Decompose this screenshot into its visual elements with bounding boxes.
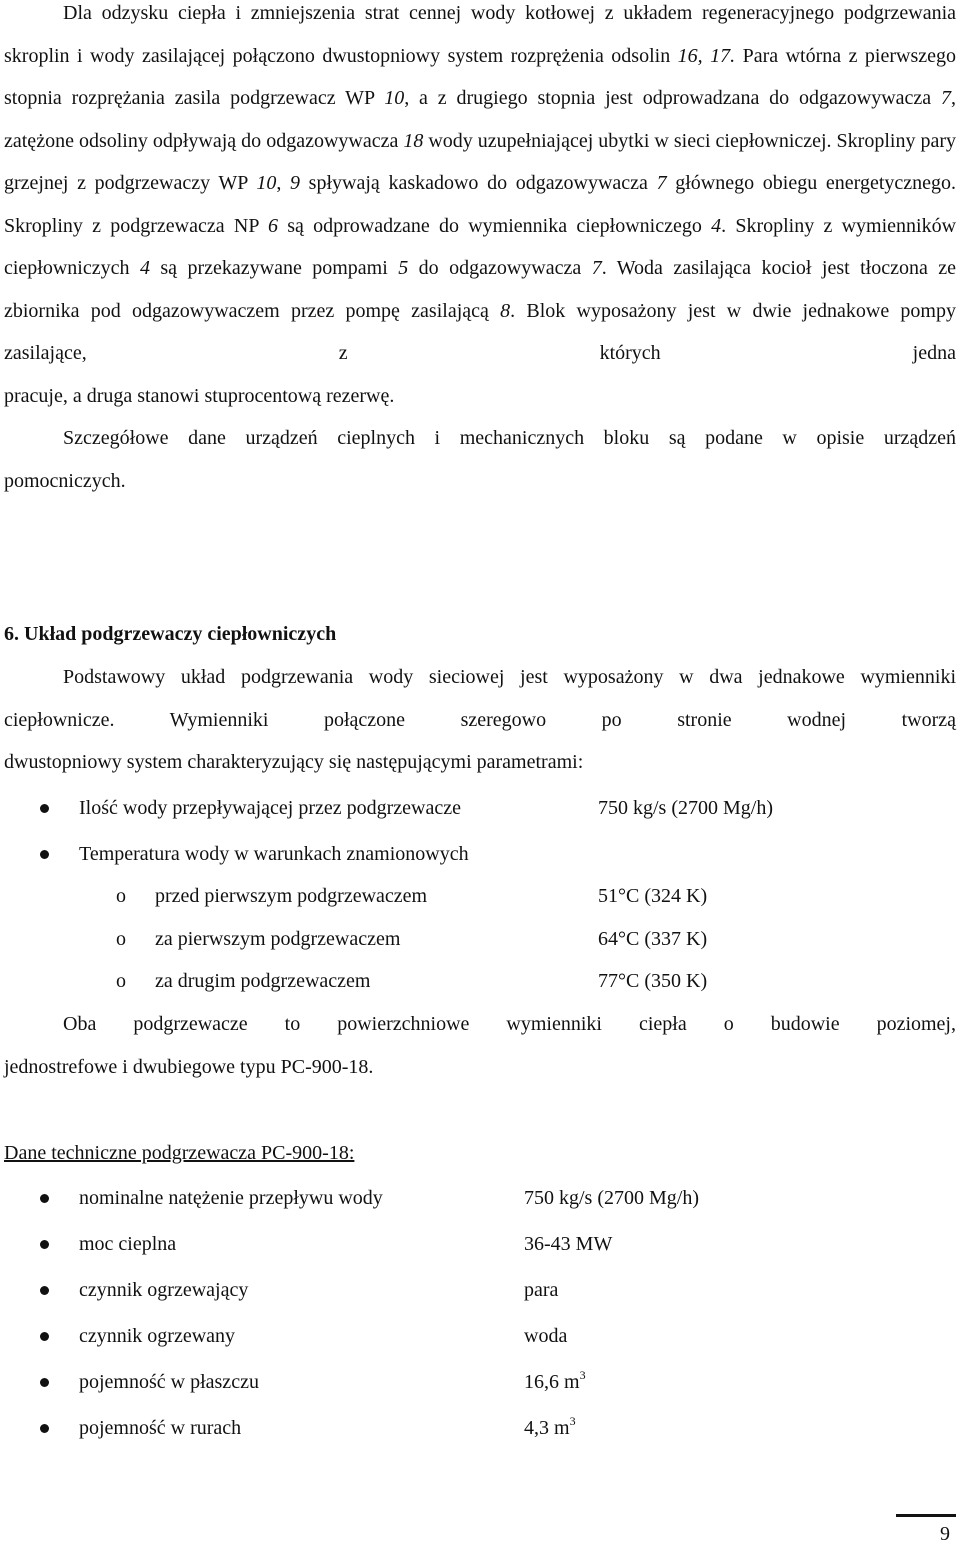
bullet-icon	[40, 1194, 49, 1203]
bullet-icon	[40, 1240, 49, 1249]
page-number: 9	[940, 1523, 950, 1545]
bullet-icon	[40, 1286, 49, 1295]
spec-item: pojemność w płaszczu 16,6 $m^3$	[0, 1367, 960, 1397]
heaters-description	[4, 1003, 956, 1088]
spec-item: pojemność w rurach 4,3 $m^3$	[0, 1413, 960, 1443]
details-paragraph: Szczegółowe dane urządzeń cieplnych i mechanicznych bloku są podane w opisie urządzeń	[63, 427, 956, 449]
heaters-paragraph: Oba podgrzewacze to powierzchniowe wymienniki ciepła o budowie poziomej,	[63, 1013, 956, 1035]
circle-bullet-icon: o	[116, 885, 126, 907]
section-heading: 6. Układ podgrzewaczy ciepłowniczych	[4, 623, 337, 645]
section-intro	[4, 656, 956, 784]
bullet-icon	[40, 1424, 49, 1433]
intro-paragraph: Dla odzysku ciepła i zmniejszenia strat cennej wody kotłowej z układem regeneracyjnego podgrzewania skroplin i wody zasilającej połączono dwustopniowy system rozprężenia odsolin 16, 17. Para wtórna z pierwszego stopnia rozprężania zasila podgrzewacz WP 10, a z drugiego stopnia jest odprowadzana do odgazowywacza 7, zatężone odsoliny odpływają do odgazowywacza 18 wody uzupełniającej ubytki w sieci ciepłowniczej. Skropliny pary grzejnej z podgrzewaczy WP 10, 9 spływają kaskadowo do odgazowywacza 7 głównego obiegu energetycznego. Skropliny z podgrzewacza NP 6 są odprowadzane do wymiennika ciepłowniczego 4. Skropliny z wymienników ciepłowniczych 4 są przekazywane pompami 5 do odgazowywacza 7. Woda zasilająca kocioł jest tłoczona ze zbiornika pod odgazowywaczem przez pompę zasilającą 8. Blok wyposażony jest w dwie jednakowe pompy zasilające, z których jedna	[4, 2, 957, 364]
footer-rule	[896, 1514, 956, 1517]
list-subitem: o za drugim podgrzewaczem 77°C (350 K)	[0, 966, 960, 996]
bullet-icon	[40, 804, 49, 813]
intro-line: podgrzewania skroplin i wody zasilającej połączono dwustopniowy system rozprężenia odsolin	[4, 2, 957, 67]
spec-item: nominalne natężenie przepływu wody 750 kg/s (2700 Mg/h)	[0, 1183, 960, 1213]
list-item: Ilość wody przepływającej przez podgrzewacze 750 kg/s (2700 Mg/h)	[0, 793, 960, 823]
list-subitem: o przed pierwszym podgrzewaczem 51°C (324 K)	[0, 881, 960, 911]
section-paragraph: Podstawowy układ podgrzewania wody sieciowej jest wyposażony w dwa jednakowe wymienniki ciepłownicze. Wymienniki połączone szeregowo po stronie wodnej tworzą	[4, 666, 957, 731]
bullet-icon	[40, 1332, 49, 1341]
specs-title: Dane techniczne podgrzewacza PC-900-18:	[4, 1142, 355, 1164]
heaters-paragraph-end: jednostrefowe i dwubiegowe typu PC-900-18.	[4, 1055, 374, 1078]
bullet-icon	[40, 1378, 49, 1387]
intro-last-line: pracuje, a druga stanowi stuprocentową rezerwę.	[4, 384, 395, 407]
circle-bullet-icon: o	[116, 928, 126, 950]
circle-bullet-icon: o	[116, 970, 126, 992]
section-paragraph-end: dwustopniowy system charakteryzujący się następującymi parametrami:	[4, 751, 584, 773]
spec-item: czynnik ogrzewany woda	[0, 1321, 960, 1351]
list-item: Temperatura wody w warunkach znamionowych	[0, 839, 960, 869]
spec-item: czynnik ogrzewający para	[0, 1275, 960, 1305]
spec-item: moc cieplna 36-43 MW	[0, 1229, 960, 1259]
intro-line: Dla odzysku ciepła i zmniejszenia strat cennej wody kotłowej z układem regeneracyjnego	[63, 2, 835, 24]
intro-text	[4, 0, 956, 502]
details-last-line: pomocniczych.	[4, 469, 126, 492]
list-subitem: o za pierwszym podgrzewaczem 64°C (337 K)	[0, 924, 960, 954]
bullet-icon	[40, 850, 49, 859]
